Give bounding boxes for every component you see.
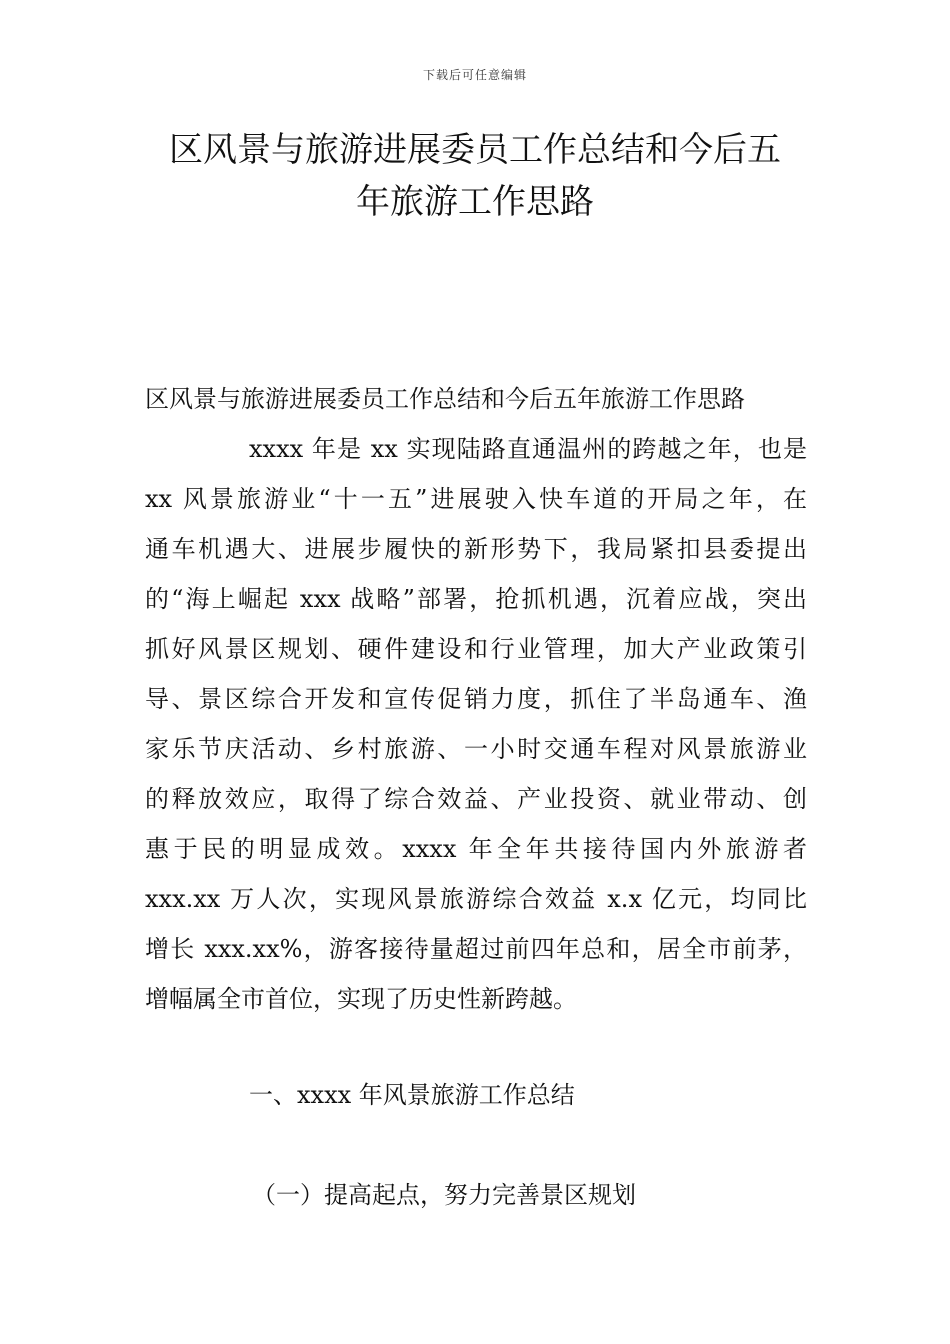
section-heading: 一、xxxx 年风景旅游工作总结 [249,1081,575,1109]
document-title [145,124,805,228]
header-note: 下载后可任意编辑 [422,68,527,82]
paragraph-line: 惠于民的明显成效。xxxx 年全年共接待国内外旅游者 [145,835,807,863]
paragraph-line: 家乐节庆活动、乡村旅游、一小时交通车程对风景旅游业 [145,735,807,763]
document-title-line-2: 年旅游工作思路 [356,182,594,222]
intro-paragraph [145,424,807,1024]
paragraph-line: xxx.xx 万人次，实现风景旅游综合效益 x.x 亿元，均同比 [145,885,807,913]
paragraph-line: 抓好风景区规划、硬件建设和行业管理，加大产业政策引 [145,635,807,663]
paragraph-line: 导、景区综合开发和宣传促销力度，抓住了半岛通车、渔 [145,685,807,713]
paragraph-line: xxxx 年是 xx 实现陆路直通温州的跨越之年，也是 [249,435,807,463]
document-subtitle [145,374,807,424]
sub-heading: （一）提高起点，努力完善景区规划 [252,1181,636,1209]
paragraph-line: xx 风景旅游业“十一五”进展驶入快车道的开局之年，在 [145,485,807,513]
document-title-line-1: 区风景与旅游进展委员工作总结和今后五 [169,130,781,170]
paragraph-line: 增长 xxx.xx%，游客接待量超过前四年总和，居全市前茅， [145,935,807,963]
subtitle-text: 区风景与旅游进展委员工作总结和今后五年旅游工作思路 [145,385,745,413]
paragraph-line: 的“海上崛起 xxx 战略”部署，抢抓机遇，沉着应战，突出 [145,585,807,613]
paragraph-line: 增幅属全市首位，实现了历史性新跨越。 [145,985,577,1013]
paragraph-line: 的释放效应，取得了综合效益、产业投资、就业带动、创 [145,785,807,813]
paragraph-line: 通车机遇大、进展步履快的新形势下，我局紧扣县委提出 [145,535,807,563]
